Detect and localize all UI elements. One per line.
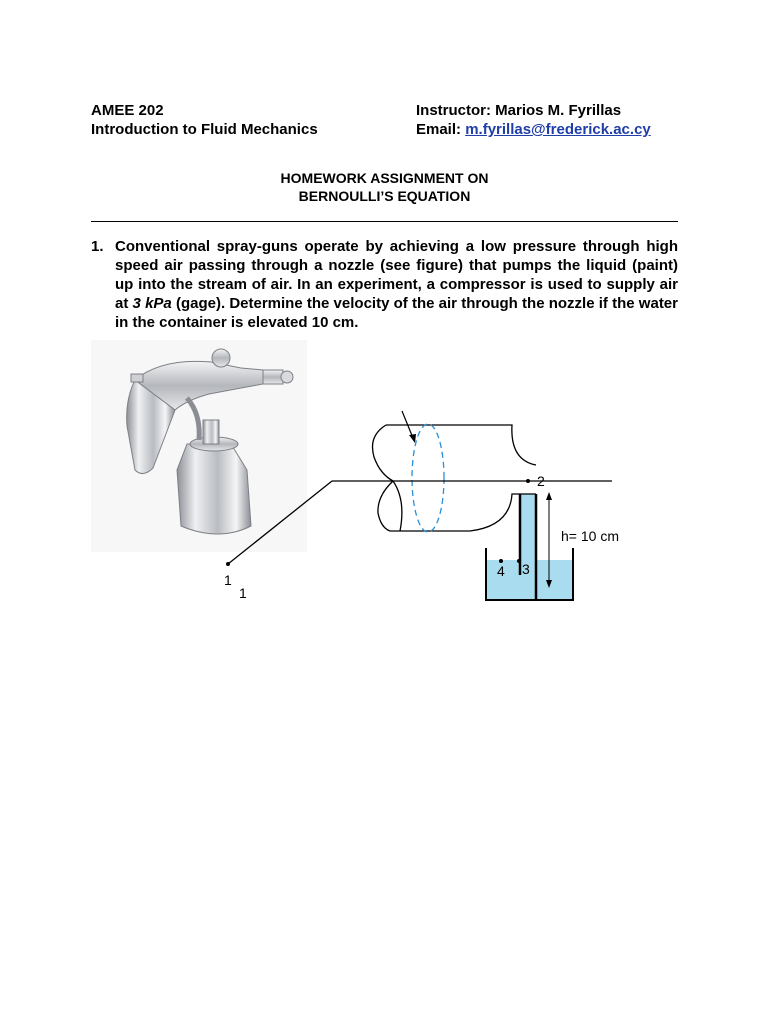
point-2-label: 2: [537, 473, 545, 489]
streamline-inclined: [228, 481, 332, 564]
height-label: h= 10 cm: [561, 528, 619, 544]
point-1-label: 1: [224, 572, 232, 588]
problem-pressure: 3 kPa: [132, 295, 172, 312]
email-link[interactable]: m.fyrillas@frederick.ac.cy: [465, 121, 651, 138]
cross-section-ellipse: [412, 424, 444, 532]
point-3-marker: [517, 559, 521, 563]
course-code: AMEE 202: [91, 102, 164, 119]
point-2-marker: [526, 479, 530, 483]
problem-text-part2: (gage). Determine the velocity of the air through the nozzle if the water in the container is elevated 10 cm.: [115, 295, 678, 331]
point-4-label: 4: [497, 563, 505, 579]
point-3-label: 3: [522, 561, 530, 577]
course-name: Introduction to Fluid Mechanics: [91, 121, 318, 138]
tube-water: [521, 494, 535, 560]
point-1-marker: [226, 562, 230, 566]
title-line-2: BERNOULLI’S EQUATION: [298, 188, 471, 204]
point-1-label-secondary: 1: [239, 585, 247, 601]
title-line-1: HOMEWORK ASSIGNMENT ON: [280, 170, 489, 186]
nozzle-left-end: [373, 425, 394, 531]
nozzle-inner-curve: [393, 481, 402, 531]
problem-text-part1: Conventional spray-guns operate by achieving a low pressure through high speed air passing through a nozzle (see figure) that pumps the liquid (paint) up into the stream of air. In an experiment, a compressor is used to supply air at: [115, 238, 678, 312]
instructor-label: Instructor:: [416, 102, 491, 119]
instructor-name: Marios M. Fyrillas: [495, 102, 622, 119]
problem-number: 1.: [91, 238, 104, 255]
height-arrow-top: [546, 492, 552, 500]
section-pointer-head: [409, 434, 416, 443]
email-label: Email:: [416, 121, 462, 138]
nozzle-outline: [386, 425, 536, 531]
